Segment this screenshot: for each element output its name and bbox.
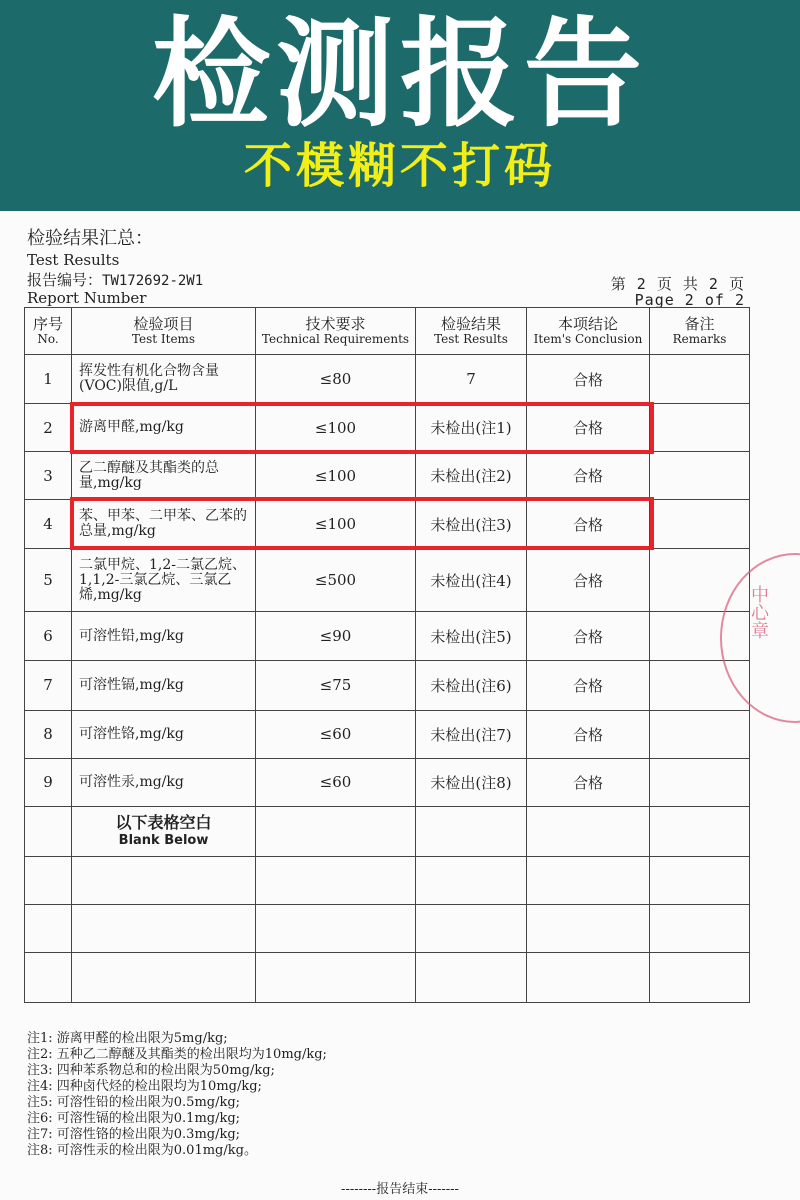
report-number: TW172692-2W1 bbox=[102, 273, 204, 289]
col-header-remarks: 备注 Remarks bbox=[650, 308, 750, 355]
empty-row bbox=[25, 904, 750, 952]
table-row: 8 可溶性铬,mg/kg ≤60 未检出(注7) 合格 bbox=[25, 710, 750, 758]
results-table bbox=[24, 307, 750, 1003]
col-header-conclusion: 本项结论 Item's Conclusion bbox=[527, 308, 650, 355]
table-row: 5 二氯甲烷、1,2-二氯乙烷、1,1,2-三氯乙烷、三氯乙烯,mg/kg ≤500 未检出(注4) 合格 bbox=[25, 549, 750, 612]
table-row: 7 可溶性镉,mg/kg ≤75 未检出(注6) 合格 bbox=[25, 661, 750, 710]
table-row: 6 可溶性铅,mg/kg ≤90 未检出(注5) 合格 bbox=[25, 612, 750, 661]
col-header-items: 检验项目 Test Items bbox=[72, 308, 256, 355]
table-row: 3 乙二醇醚及其酯类的总量,mg/kg ≤100 未检出(注2) 合格 bbox=[25, 452, 750, 500]
page-indicator-en: Page 2 of 2 bbox=[634, 291, 745, 309]
table-row: 9 可溶性汞,mg/kg ≤60 未检出(注8) 合格 bbox=[25, 758, 750, 806]
col-header-no: 序号 No. bbox=[25, 308, 72, 355]
page-indicator: 第 2 页 共 2 页 bbox=[610, 275, 745, 293]
summary-title: 检验结果汇总： bbox=[27, 228, 153, 249]
blank-below-row bbox=[25, 806, 750, 856]
report-number-label: 报告编号： bbox=[27, 271, 103, 289]
report-number-line bbox=[27, 271, 203, 290]
summary-title-en: Test Results bbox=[27, 251, 120, 269]
stamp-text: 中心章 bbox=[748, 585, 769, 639]
note: 注2: 五种乙二醇醚及其酯类的检出限均为10mg/kg; bbox=[27, 1047, 327, 1062]
note: 注5: 可溶性铅的检出限为0.5mg/kg; bbox=[27, 1095, 241, 1110]
note: 注4: 四种卤代烃的检出限均为10mg/kg; bbox=[27, 1079, 262, 1094]
report-end: --------报告结束------- bbox=[341, 1182, 459, 1197]
banner-title: 检测报告 bbox=[151, 5, 648, 143]
note: 注8: 可溶性汞的检出限为0.01mg/kg。 bbox=[27, 1143, 257, 1158]
banner bbox=[0, 0, 800, 211]
note: 注3: 四种苯系物总和的检出限为50mg/kg; bbox=[27, 1063, 275, 1078]
col-header-requirements: 技术要求 Technical Requirements bbox=[256, 308, 416, 355]
table-row: 4 苯、甲苯、二甲苯、乙苯的总量,mg/kg ≤100 未检出(注3) 合格 bbox=[25, 500, 750, 549]
notes bbox=[27, 1031, 327, 1159]
note: 注1: 游离甲醛的检出限为5mg/kg; bbox=[27, 1031, 228, 1046]
table-row: 1 挥发性有机化合物含量(VOC)限值,g/L ≤80 7 合格 bbox=[25, 355, 750, 404]
blank-below-label: 以下表格空白 Blank Below bbox=[72, 806, 256, 856]
note: 注6: 可溶性镉的检出限为0.1mg/kg; bbox=[27, 1111, 241, 1126]
report-number-en: Report Number bbox=[27, 289, 147, 307]
empty-row bbox=[25, 952, 750, 1002]
table-row: 2 游离甲醛,mg/kg ≤100 未检出(注1) 合格 bbox=[25, 404, 750, 452]
table-header-row bbox=[25, 308, 750, 355]
banner-subtitle: 不模糊不打码 bbox=[243, 138, 556, 194]
note: 注7: 可溶性铬的检出限为0.3mg/kg; bbox=[27, 1127, 241, 1142]
col-header-results: 检验结果 Test Results bbox=[416, 308, 527, 355]
empty-row bbox=[25, 856, 750, 904]
